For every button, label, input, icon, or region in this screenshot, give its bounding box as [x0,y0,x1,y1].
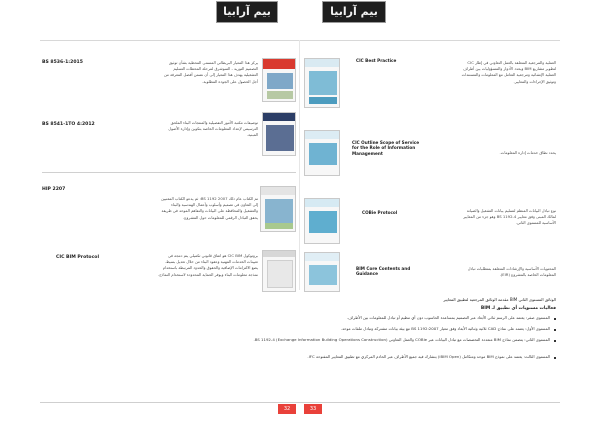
entry-desc-bim-core: المحتويات الأساسية والإرشادات المتعلقة بمتطلبات تبادل المعلومات الخاصة بالمشروع (EIR). [467,266,556,278]
standard-code-cic-protocol: CIC BIM Protocol [56,255,100,260]
bim-arabia-logo-left: بيم آرابيا [216,1,278,23]
standard-code-hip: HIP 2207 [42,187,66,192]
bullet-level-3: المستوى الثالث: يعتمد على نموذج BIM موحد ومتكامل (iBIM Open) يتشارك فيه جميع الأطراف عبر الخادم المركزي مع تطبيق المعايير المفتوحة IFC. [307,354,550,359]
spine-divider [299,40,300,290]
bullet-level-0: المستوى صفر: يعتمد على الرسم ثنائي الأبعاد عبر التصميم بمساعدة الحاسوب دون أي تنظيم أو تبادل للمعلومات بين الأطراف. [346,315,550,320]
standard-desc-bs1192: تم الكتاب عام ذلك 2007 BS 1192: ثم يدعو الكتاب المعنيين إلى التعاون في تصميم وأسلوب وأعمال الهندسية والبناء والتشغيل والمحافظة على البيانات والتفاهم الموحد في طريقة يحقق التبادل الرقمي للمعلومات حول المشروع. [161,196,258,220]
bullet-dot-2 [554,329,556,331]
bullet-level-1: المستوى الأول: يعتمد على نماذج CAD ثلاثية وثنائية الأبعاد وفق معيار BS 1192:2007 مع بيئة بيانات مشتركة وتبادل ملفات موحد. [340,326,550,331]
bs1192-cover-image [260,186,296,232]
bottom-rule [40,402,560,403]
bim-core-cover-image [304,252,340,292]
cic-outline-cover-image [304,130,340,176]
bs8541-cover-image [262,112,296,156]
page-number-left: 32 [278,404,296,414]
footer-intro: الوثائق المستوى الثاني BIM مقدمة الوثائق المرجعية لتطبيق المعايير [443,297,556,302]
entry-desc-cic-best-practice: العملية والمرجعية المتعلقة بالعمل التعاوني في إطار CIC لتطوير مشاريع BIM ويحدد الأدوار والمسؤوليات بين أطراف العملية الإنشائية ومرجعية التعامل مع المعلومات والمستندات وتوثيق الإجراءات والمعايير. [461,60,556,84]
top-bar [0,0,600,30]
left-separator-1 [42,172,296,173]
standard-code-bs8541: BS 8541-1TO 4:2012 [42,122,95,127]
bullet-dot-3 [554,340,556,342]
footer-title: فعاليات مستويات أي تطبيق لـ BIM [480,306,556,311]
cobie-cover-image [304,198,340,244]
entry-desc-cobie: نوع تبادل البيانات المنظم لتسليم بيانات التشغيل والصيانة لمالك المبنى وفق معايير BS 1192-4 وهو جزء من المعايير الأساسية للمستوى الثاني. [463,208,556,226]
bim-arabia-logo-right: بيم آرابيا [322,1,386,23]
bullet-level-2: المستوى الثاني: يتضمن نماذج BIM متعددة التخصصات مع تبادل البيانات عبر COBie والعمل التعاوني (Exchange Information Building Operations Construction) BS 1192-4. [253,337,550,342]
page-number-right: 33 [304,404,322,414]
entry-title-cobie: COBie Protocol [362,210,398,215]
standard-desc-bs8541: توصيفات مكتبة الأمور التفصيلية والمنتجات البناء الملحق الترسيمي لإعداد المعلومات الخاصة بتكوين وإدارة الأصول المبنية. [168,120,258,138]
entry-title-cic-outline: CIC Outline Scope of Service for the Role of Information Management [352,140,420,156]
standard-desc-bs8536: يركز هذا المعيار البريطاني المسمى المحظية بشأن توثيق التصميم التوريد - السوشرق لمرحلة المحطات التسليم التشغيلية يهدف هذا المعيار إلى أن نضمن أفضل المعرفة من أجل الحصول على الجودة المطلوبة. [164,60,258,84]
standard-code-bs8536: BS 8536-1:2015 [42,60,83,65]
cic-best-practice-cover-image [304,58,340,108]
cic-protocol-cover-image [262,250,296,292]
entry-desc-cic-outline: يحدد نطاق خدمات إدارة المعلومات. [499,150,556,155]
bullet-dot-1 [554,318,556,320]
standard-desc-cic-protocol: بروتوكول CIC BIM هو اتفاق قانوني تكميلي يتم دمجه في تعيينات الخدمات المهنية وعقود البناء من خلال تعديل بسيط. يضع الالتزامات الإضافية والحقوق والحدود المرتبطة باستخدام نمذجة معلومات البناء ويوفر الحماية المحدودة لاستخدام النماذج. [157,253,258,277]
entry-title-cic-best-practice: CIC Best Practice [356,58,397,63]
bullet-dot-4 [554,357,556,359]
entry-title-bim-core: BIM Core Contents and Guidance [356,266,411,277]
bs8536-cover-image [262,58,296,102]
